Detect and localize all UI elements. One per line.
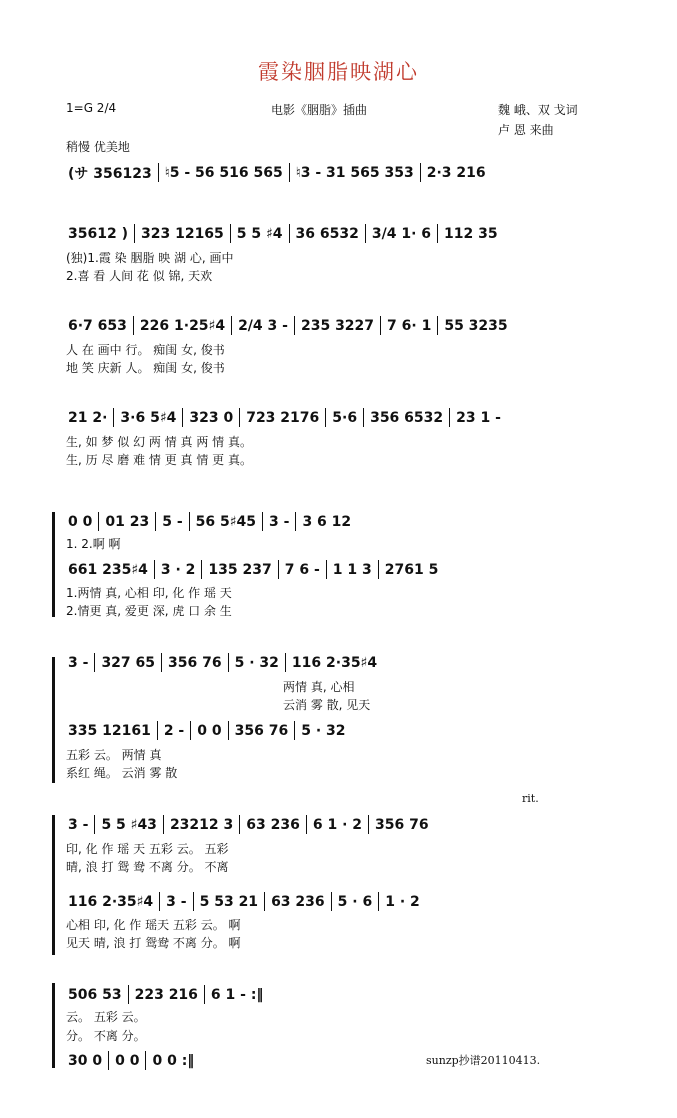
lyric-line: (独)1.霞 染 胭脂 映 湖 心, 画中 [66, 251, 234, 265]
measure: 356 76 [168, 654, 222, 671]
notation-line [64, 224, 502, 243]
measure: 6 1 - :‖ [210, 986, 264, 1003]
measure: 21 2· [68, 409, 108, 426]
bar-line [193, 892, 194, 911]
lyric-line: 系红 绳。 云消 雾 散 [66, 766, 178, 780]
measure: 3 - [68, 654, 89, 671]
measure: 506 53 [68, 986, 122, 1003]
bar-line [294, 721, 295, 740]
measure: 116 2·35♯4 [291, 654, 378, 671]
measure: 23 1 - [456, 409, 501, 426]
lyric-line: 云。 五彩 云。 [66, 1010, 146, 1024]
bar-line [133, 316, 134, 335]
lyric-line: 五彩 云。 两情 真 [66, 748, 162, 762]
bar-line [154, 560, 155, 579]
bar-line [326, 560, 327, 579]
notation-line [64, 1051, 198, 1070]
measure: 356 76 [234, 722, 289, 739]
notation-line [64, 408, 505, 427]
bar-line [94, 653, 95, 672]
measure: 235 3227 [300, 317, 375, 334]
bar-line [155, 512, 156, 531]
bar-line [128, 985, 129, 1004]
measure: 3 - [68, 816, 89, 833]
measure: 135 237 [208, 561, 272, 578]
bar-line [228, 653, 229, 672]
bar-line [94, 815, 95, 834]
lyric-line: 云消 雾 散, 见天 [283, 698, 371, 712]
measure: 323 0 [189, 409, 234, 426]
lyric-line: 2.情更 真, 爱更 深, 虎 口 余 生 [66, 604, 232, 618]
bar-line [182, 408, 183, 427]
bar-line [163, 815, 164, 834]
measure: 5 - [162, 513, 183, 530]
lyric-line: 地 笑 庆新 人。 痴闺 女, 俊书 [66, 361, 225, 375]
measure: 112 35 [444, 225, 498, 242]
bar-line [231, 316, 232, 335]
measure: 3 - [166, 893, 187, 910]
bar-line [262, 512, 263, 531]
measure: (サ 356123 [68, 165, 152, 182]
notation-line [64, 512, 355, 531]
bar-line [380, 316, 381, 335]
measure: 3 · 2 [160, 561, 196, 578]
bar-line [285, 653, 286, 672]
bar-line [378, 560, 379, 579]
lyricist-credit: 魏 峨、双 戈词 [498, 103, 578, 117]
measure: 6 1 · 2 [312, 816, 363, 833]
lyric-line: 人 在 画中 行。 痴闺 女, 俊书 [66, 343, 225, 357]
measure: 1 1 3 [332, 561, 372, 578]
notation-line [64, 560, 442, 579]
measure: 36 6532 [295, 225, 359, 242]
bar-line [368, 815, 369, 834]
measure: 5 · 32 [234, 654, 279, 671]
bar-line [449, 408, 450, 427]
bar-line [264, 892, 265, 911]
bar-line [239, 815, 240, 834]
measure: 327 65 [101, 654, 156, 671]
bar-line [294, 316, 295, 335]
lyric-line: 见天 晴, 浪 打 鸳鸯 不离 分。 啊 [66, 936, 241, 950]
measure: 356 76 [375, 816, 429, 833]
bar-line [189, 512, 190, 531]
measure: 7 6· 1 [387, 317, 432, 334]
measure: ♮5 - 56 516 565 [164, 164, 283, 181]
measure: 30 0 [68, 1052, 103, 1069]
bar-line [306, 815, 307, 834]
lyric-line: 1.两情 真, 心相 印, 化 作 瑶 天 [66, 586, 232, 600]
bar-line [145, 1051, 146, 1070]
measure: 2·3 216 [426, 164, 486, 181]
measure: 63 236 [271, 893, 325, 910]
bar-line [157, 721, 158, 740]
measure: 0 0 :‖ [152, 1052, 195, 1069]
measure: 63 236 [246, 816, 300, 833]
tempo-marking: 稍慢 优美地 [66, 140, 130, 154]
measure: 7 6 - [284, 561, 320, 578]
system-brace [52, 983, 59, 1068]
measure: 3 6 12 [302, 513, 352, 530]
measure: 5 · 32 [301, 722, 346, 739]
measure: 1 · 2 [385, 893, 420, 910]
bar-line [230, 224, 231, 243]
measure: 5 · 6 [337, 893, 373, 910]
measure: 55 3235 [444, 317, 508, 334]
bar-line [228, 721, 229, 740]
song-subtitle: 电影《胭脂》插曲 [271, 103, 368, 117]
measure: 323 12165 [140, 225, 224, 242]
system-brace [52, 815, 59, 955]
measure: 2 - [163, 722, 185, 739]
bar-line [108, 1051, 109, 1070]
measure: 23212 3 [169, 816, 234, 833]
bar-line [98, 512, 99, 531]
measure: 5·6 [332, 409, 358, 426]
measure: 2761 5 [384, 561, 439, 578]
bar-line [437, 316, 438, 335]
lyric-line: 晴, 浪 打 鸳 鸯 不离 分。 不离 [66, 860, 229, 874]
measure: 356 6532 [370, 409, 444, 426]
bar-line [204, 985, 205, 1004]
measure: 226 1·25♯4 [139, 317, 226, 334]
measure: 661 235♯4 [68, 561, 148, 578]
bar-line [278, 560, 279, 579]
bar-line [363, 408, 364, 427]
bar-line [365, 224, 366, 243]
lyric-line: 1. 2.啊 啊 [66, 537, 121, 551]
bar-line [239, 408, 240, 427]
measure: 3·6 5♯4 [120, 409, 177, 426]
notation-line [64, 892, 424, 911]
measure: 723 2176 [246, 409, 320, 426]
measure: 3/4 1· 6 [371, 225, 432, 242]
bar-line [201, 560, 202, 579]
key-signature: 1=G 2/4 [66, 101, 117, 115]
bar-line [134, 224, 135, 243]
system-brace [52, 512, 59, 617]
measure: 116 2·35♯4 [68, 893, 154, 910]
measure: 0 0 [197, 722, 222, 739]
bar-line [437, 224, 438, 243]
ritardando-marking: rit. [522, 792, 539, 805]
measure: 5 5 ♯4 [236, 225, 283, 242]
measure: 35612 ) [68, 225, 128, 242]
notation-line [64, 721, 350, 740]
measure: 3 - [269, 513, 290, 530]
lyric-line: 生, 如 梦 似 幻 两 情 真 两 情 真。 [66, 435, 252, 449]
bar-line [158, 163, 159, 182]
lyric-line: 生, 历 尽 磨 难 情 更 真 情 更 真。 [66, 453, 252, 467]
bar-line [159, 892, 160, 911]
bar-line [331, 892, 332, 911]
lyric-line: 印, 化 作 瑶 天 五彩 云。 五彩 [66, 842, 229, 856]
bar-line [113, 408, 114, 427]
measure: 5 53 21 [199, 893, 259, 910]
lyric-line: 心相 印, 化 作 瑶天 五彩 云。 啊 [66, 918, 241, 932]
lyric-line: 分。 不离 分。 [66, 1029, 146, 1043]
bar-line [289, 163, 290, 182]
bar-line [378, 892, 379, 911]
bar-line [289, 224, 290, 243]
lyric-line: 两情 真, 心相 [283, 680, 355, 694]
measure: 0 0 [68, 513, 93, 530]
notation-line [64, 653, 381, 672]
bar-line [295, 512, 296, 531]
measure: 223 216 [134, 986, 198, 1003]
notation-line [64, 815, 433, 834]
system-brace [52, 657, 59, 783]
transcriber-signature: sunzp抄谱20110413. [426, 1054, 541, 1067]
bar-line [190, 721, 191, 740]
composer-credit: 卢 恩 来曲 [498, 123, 554, 137]
measure: 335 12161 [68, 722, 151, 739]
measure: 56 5♯45 [195, 513, 256, 530]
measure: ♮3 - 31 565 353 [295, 164, 414, 181]
measure: 0 0 [115, 1052, 140, 1069]
measure: 5 5 ♯43 [101, 816, 157, 833]
notation-line [64, 985, 267, 1004]
notation-line [64, 316, 512, 335]
measure: 2/4 3 - [238, 317, 288, 334]
measure: 6·7 653 [68, 317, 127, 334]
lyric-line: 2.喜 看 人间 花 似 锦, 天欢 [66, 269, 213, 283]
bar-line [161, 653, 162, 672]
song-title: 霞染胭脂映湖心 [258, 60, 419, 84]
bar-line [325, 408, 326, 427]
bar-line [420, 163, 421, 182]
measure: 01 23 [105, 513, 150, 530]
notation-line [64, 163, 490, 182]
